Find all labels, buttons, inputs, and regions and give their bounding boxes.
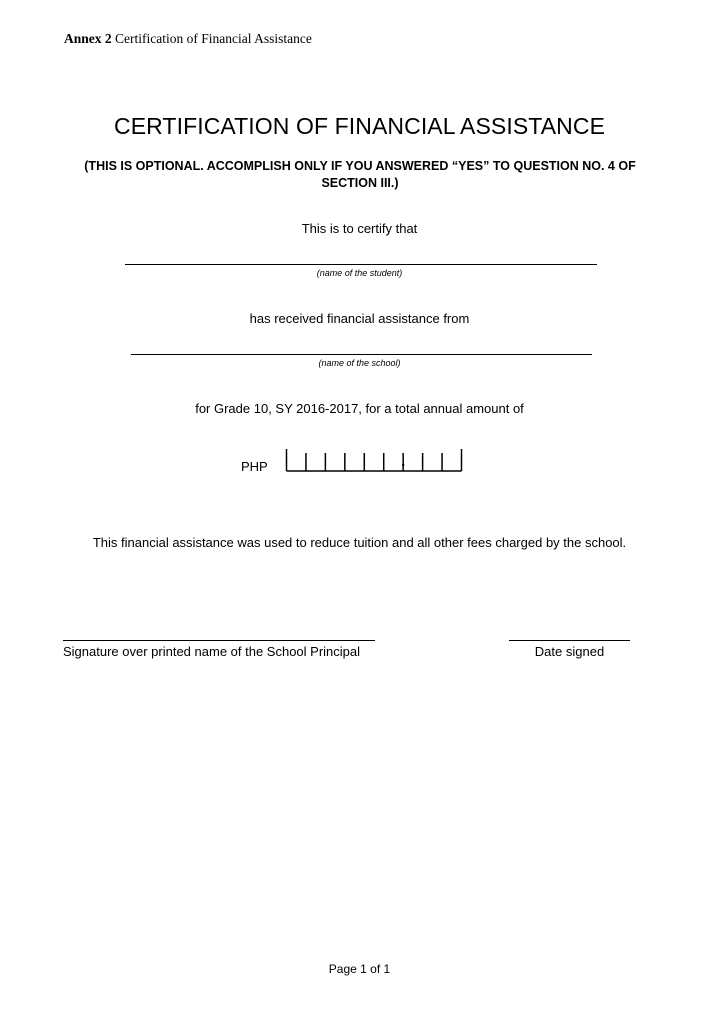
amount-boxes-graphic: [285, 447, 463, 472]
school-name-caption: (name of the school): [318, 358, 401, 368]
amount-decimal-point: [402, 464, 404, 466]
principal-signature-label: Signature over printed name of the School Principal: [63, 644, 361, 659]
amount-boxes[interactable]: [285, 447, 463, 472]
annex-header: [64, 31, 312, 47]
page-number: Page 1 of 1: [328, 962, 391, 976]
student-name-line[interactable]: [125, 264, 597, 265]
school-name-line[interactable]: [131, 354, 592, 355]
assistance-used-text: This financial assistance was used to reduce tuition and all other fees charged by the school.: [92, 535, 627, 550]
currency-label: PHP: [241, 459, 268, 474]
student-name-caption: (name of the student): [316, 268, 403, 278]
received-text: has received financial assistance from: [249, 311, 470, 326]
date-signed-label: Date signed: [534, 644, 605, 659]
document-subtitle: (THIS IS OPTIONAL. ACCOMPLISH ONLY IF YOU ANSWERED “YES” TO QUESTION NO. 4 OF SECTION III.): [84, 159, 636, 190]
principal-signature-line[interactable]: [63, 640, 375, 641]
annex-label: Annex 2: [64, 31, 112, 46]
date-signed-line[interactable]: [509, 640, 630, 641]
grade-text: for Grade 10, SY 2016-2017, for a total annual amount of: [195, 401, 524, 416]
annex-title: Certification of Financial Assistance: [115, 31, 312, 46]
document-title: CERTIFICATION OF FINANCIAL ASSISTANCE: [113, 113, 606, 139]
certify-text: This is to certify that: [301, 221, 418, 236]
